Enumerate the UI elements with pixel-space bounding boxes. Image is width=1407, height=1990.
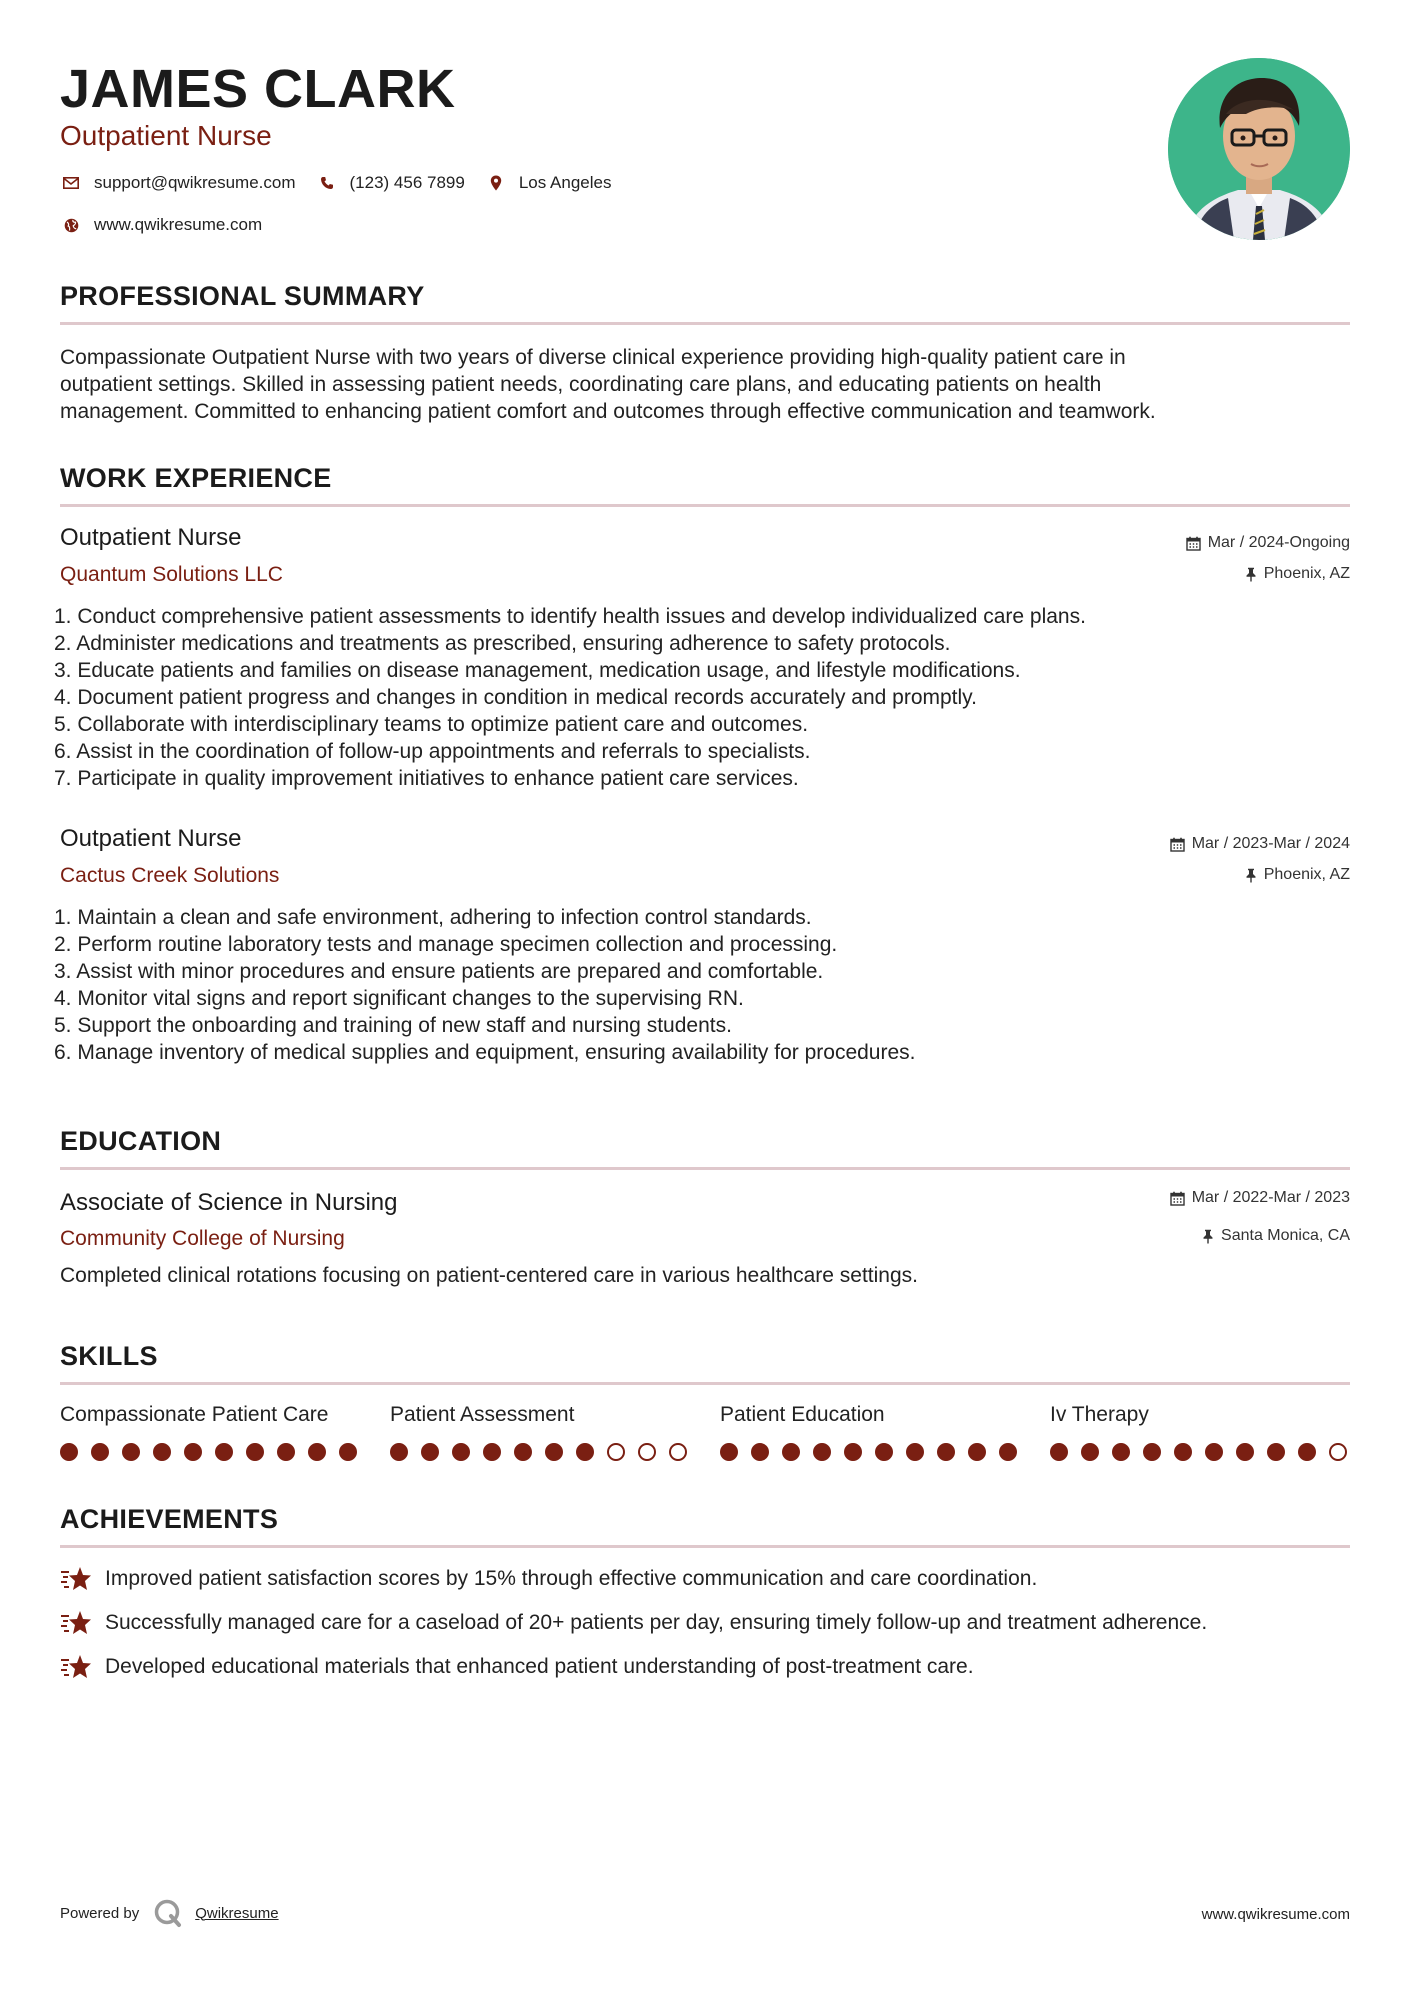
skills-heading: SKILLS <box>60 1341 158 1371</box>
rating-dot-empty <box>669 1443 687 1461</box>
rating-dot-filled <box>720 1443 738 1461</box>
rating-dot-filled <box>421 1443 439 1461</box>
job-location <box>1245 565 1350 583</box>
skill-item <box>390 1403 690 1461</box>
footer-url[interactable]: www.qwikresume.com <box>1201 1906 1350 1923</box>
list-item: 1. Conduct comprehensive patient assessments to identify health issues and develop individualized care plans. <box>54 605 1086 628</box>
rating-dot-filled <box>1267 1443 1285 1461</box>
rating-dot-filled <box>999 1443 1017 1461</box>
summary-line: Compassionate Outpatient Nurse with two years of diverse clinical experience providing high-quality patient care in <box>60 346 1126 369</box>
education-location <box>1202 1227 1350 1245</box>
star-icon <box>60 1565 92 1593</box>
candidate-role: Outpatient Nurse <box>60 120 272 151</box>
qwikresume-logo-icon <box>153 1898 183 1928</box>
qwikresume-link[interactable]: Qwikresume <box>195 1904 279 1922</box>
achievement-item <box>60 1565 1037 1593</box>
skill-rating <box>720 1443 1020 1461</box>
rating-dot-filled <box>122 1443 140 1461</box>
list-item: 5. Collaborate with interdisciplinary teams to optimize patient care and outcomes. <box>54 713 809 736</box>
rating-dot-filled <box>1081 1443 1099 1461</box>
powered-by-label: Powered by <box>60 1904 140 1922</box>
degree-title: Associate of Science in Nursing <box>60 1189 398 1216</box>
section-divider <box>60 1382 1350 1385</box>
globe-icon <box>60 214 82 236</box>
rating-dot-filled <box>813 1443 831 1461</box>
summary-line: outpatient settings. Skilled in assessing patient needs, coordinating care plans, and educating patients on health <box>60 373 1102 396</box>
list-item: 3. Assist with minor procedures and ensure patients are prepared and comfortable. <box>54 960 824 983</box>
phone-text[interactable]: (123) 456 7899 <box>349 173 465 192</box>
pushpin-icon <box>1245 567 1257 582</box>
job-location-text: Phoenix, AZ <box>1263 866 1350 883</box>
skill-rating <box>60 1443 360 1461</box>
rating-dot-empty <box>1329 1443 1347 1461</box>
list-item: 2. Administer medications and treatments as prescribed, ensuring adherence to safety protocols. <box>54 632 951 655</box>
calendar-icon <box>1170 1191 1185 1206</box>
rating-dot-filled <box>184 1443 202 1461</box>
rating-dot-filled <box>545 1443 563 1461</box>
job-duties-list <box>54 904 1344 1066</box>
achievement-text: Developed educational materials that enhanced patient understanding of post-treatment care. <box>105 1655 974 1678</box>
rating-dot-filled <box>1050 1443 1068 1461</box>
skill-item <box>720 1403 1020 1461</box>
skill-rating <box>390 1443 690 1461</box>
summary-line: management. Committed to enhancing patient comfort and outcomes through effective communication and teamwork. <box>60 400 1156 423</box>
achievement-item <box>60 1609 1207 1637</box>
job-company: Cactus Creek Solutions <box>60 864 280 887</box>
star-icon <box>60 1653 92 1681</box>
rating-dot-empty <box>638 1443 656 1461</box>
achievements-heading: ACHIEVEMENTS <box>60 1504 279 1534</box>
rating-dot-filled <box>452 1443 470 1461</box>
calendar-icon <box>1170 837 1185 852</box>
job-dates <box>1186 534 1350 552</box>
job-company: Quantum Solutions LLC <box>60 563 283 586</box>
rating-dot-empty <box>607 1443 625 1461</box>
website-text[interactable]: www.qwikresume.com <box>94 215 263 234</box>
skill-name: Compassionate Patient Care <box>60 1403 329 1426</box>
rating-dot-filled <box>514 1443 532 1461</box>
list-item: 5. Support the onboarding and training of new staff and nursing students. <box>54 1014 732 1037</box>
rating-dot-filled <box>844 1443 862 1461</box>
pushpin-icon <box>1245 868 1257 883</box>
job-dates <box>1170 835 1350 853</box>
summary-heading: PROFESSIONAL SUMMARY <box>60 281 425 311</box>
rating-dot-filled <box>483 1443 501 1461</box>
calendar-icon <box>1186 536 1201 551</box>
skill-name: Patient Assessment <box>390 1403 575 1426</box>
school-name: Community College of Nursing <box>60 1227 345 1250</box>
summary-text <box>60 344 1350 425</box>
rating-dot-filled <box>1298 1443 1316 1461</box>
skill-item <box>1050 1403 1350 1461</box>
job-duties-list <box>54 603 1344 792</box>
rating-dot-filled <box>782 1443 800 1461</box>
list-item: 6. Manage inventory of medical supplies and equipment, ensuring availability for procedures. <box>54 1041 916 1064</box>
candidate-name: JAMES CLARK <box>60 59 456 119</box>
section-divider <box>60 1167 1350 1170</box>
rating-dot-filled <box>751 1443 769 1461</box>
achievement-item <box>60 1653 974 1681</box>
achievement-text: Improved patient satisfaction scores by 15% through effective communication and care coordination. <box>105 1567 1038 1590</box>
section-divider <box>60 504 1350 507</box>
skill-rating <box>1050 1443 1350 1461</box>
job-location <box>1245 866 1350 884</box>
email-text[interactable]: support@qwikresume.com <box>94 173 296 192</box>
rating-dot-filled <box>875 1443 893 1461</box>
job-title: Outpatient Nurse <box>60 524 242 551</box>
rating-dot-filled <box>246 1443 264 1461</box>
skill-item <box>60 1403 360 1461</box>
education-location-text: Santa Monica, CA <box>1221 1227 1350 1244</box>
rating-dot-filled <box>906 1443 924 1461</box>
rating-dot-filled <box>277 1443 295 1461</box>
list-item: 4. Monitor vital signs and report significant changes to the supervising RN. <box>54 987 744 1010</box>
location-text: Los Angeles <box>518 173 612 192</box>
list-item: 4. Document patient progress and changes in condition in medical records accurately and promptly. <box>54 686 977 709</box>
rating-dot-filled <box>153 1443 171 1461</box>
rating-dot-filled <box>968 1443 986 1461</box>
job-dates-text: Mar / 2024-Ongoing <box>1207 534 1350 551</box>
education-heading: EDUCATION <box>60 1126 222 1156</box>
rating-dot-filled <box>1236 1443 1254 1461</box>
rating-dot-filled <box>339 1443 357 1461</box>
rating-dot-filled <box>308 1443 326 1461</box>
job-location-text: Phoenix, AZ <box>1263 565 1350 582</box>
list-item: 6. Assist in the coordination of follow-up appointments and referrals to specialists. <box>54 740 811 763</box>
footer-powered-by <box>60 1898 279 1928</box>
rating-dot-filled <box>60 1443 78 1461</box>
list-item: 1. Maintain a clean and safe environment, adhering to infection control standards. <box>54 906 812 929</box>
job-title: Outpatient Nurse <box>60 825 242 852</box>
rating-dot-filled <box>390 1443 408 1461</box>
rating-dot-filled <box>91 1443 109 1461</box>
rating-dot-filled <box>937 1443 955 1461</box>
rating-dot-filled <box>1174 1443 1192 1461</box>
skill-name: Iv Therapy <box>1050 1403 1149 1426</box>
star-icon <box>60 1609 92 1637</box>
rating-dot-filled <box>1112 1443 1130 1461</box>
list-item: 3. Educate patients and families on disease management, medication usage, and lifestyle modifications. <box>54 659 1021 682</box>
list-item: 2. Perform routine laboratory tests and manage specimen collection and processing. <box>54 933 838 956</box>
profile-photo <box>1168 58 1350 240</box>
experience-heading: WORK EXPERIENCE <box>60 463 332 493</box>
phone-icon <box>316 172 338 194</box>
rating-dot-filled <box>1205 1443 1223 1461</box>
location-pin-icon <box>485 172 507 194</box>
achievement-text: Successfully managed care for a caseload of 20+ patients per day, ensuring timely follow-up and treatment adherence. <box>105 1611 1208 1634</box>
education-description: Completed clinical rotations focusing on patient-centered care in various healthcare settings. <box>60 1264 918 1287</box>
education-dates-text: Mar / 2022-Mar / 2023 <box>1191 1189 1350 1206</box>
skill-name: Patient Education <box>720 1403 885 1426</box>
rating-dot-filled <box>576 1443 594 1461</box>
rating-dot-filled <box>1143 1443 1161 1461</box>
email-icon <box>60 172 82 194</box>
list-item: 7. Participate in quality improvement initiatives to enhance patient care services. <box>54 767 799 790</box>
section-divider <box>60 1545 1350 1548</box>
contact-row <box>60 172 631 194</box>
education-dates <box>1170 1189 1350 1207</box>
website-row <box>60 214 282 236</box>
rating-dot-filled <box>215 1443 233 1461</box>
job-dates-text: Mar / 2023-Mar / 2024 <box>1191 835 1350 852</box>
section-divider <box>60 322 1350 325</box>
pushpin-icon <box>1202 1229 1214 1244</box>
